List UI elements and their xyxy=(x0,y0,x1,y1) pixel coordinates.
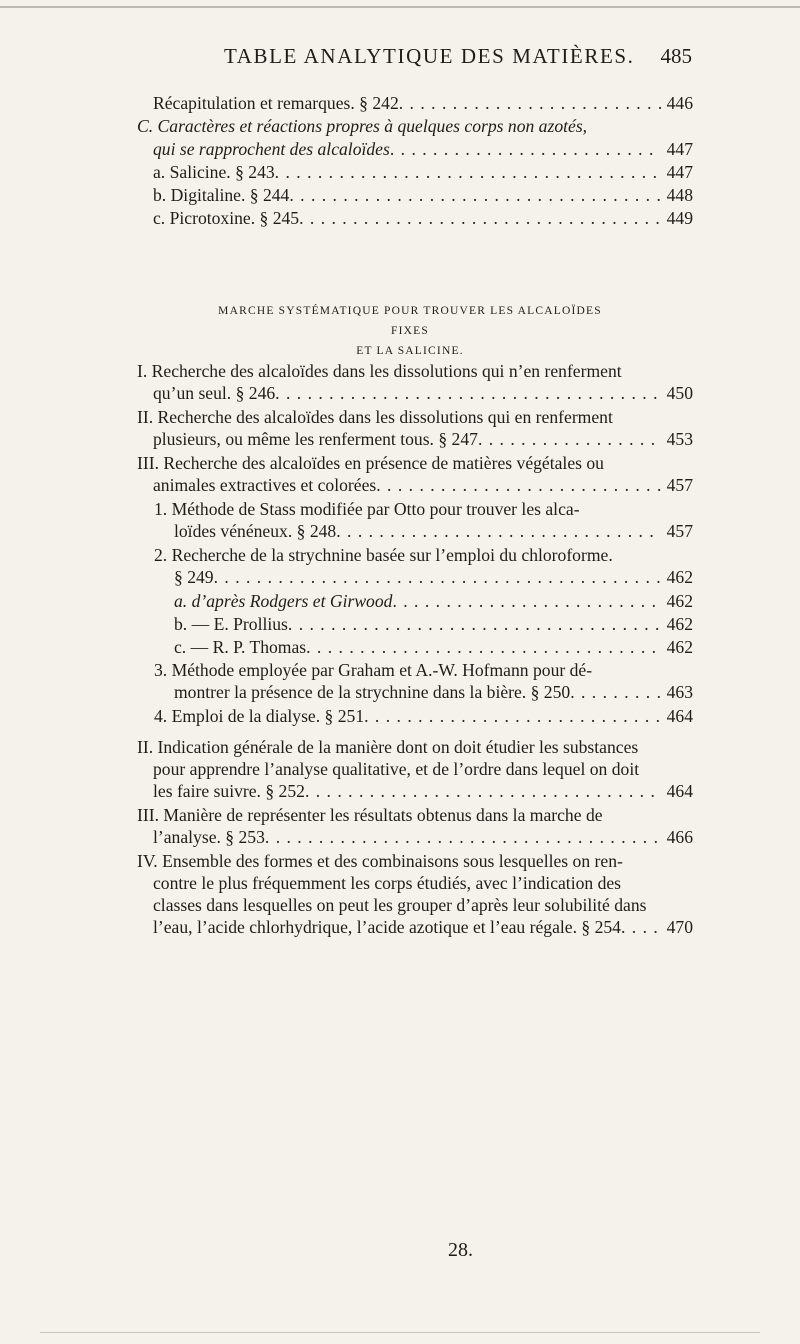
entry-page: 447 xyxy=(666,139,693,159)
entry-page: 449 xyxy=(666,208,693,228)
entry-page: 448 xyxy=(666,185,693,205)
toc-entry xyxy=(154,705,693,727)
section-heading-line: MARCHE SYSTÉMATIQUE POUR TROUVER LES ALCALOÏDES FIXES xyxy=(218,305,602,337)
entry-text: 3. Méthode employée par Graham et A.-W. Hofmann pour dé- xyxy=(154,660,593,680)
entry-text: a. d’après Rodgers et Girwood xyxy=(174,591,393,611)
header-page-number: 485 xyxy=(660,44,692,68)
toc-entry xyxy=(174,636,693,658)
toc-entry xyxy=(137,452,693,496)
section-heading-line: ET LA SALICINE. xyxy=(356,345,464,357)
toc-entry xyxy=(137,850,693,938)
entry-text: a. Salicine. § 243 xyxy=(153,162,275,182)
entry-text: Récapitulation et remarques. § 242 xyxy=(153,93,399,113)
entry-text: c. Picrotoxine. § 245 xyxy=(153,208,300,228)
entry-text: pour apprendre l’analyse qualitative, et de l’ordre dans lequel on doit xyxy=(153,759,640,779)
entry-page: 462 xyxy=(666,637,693,657)
toc-entry xyxy=(153,92,693,114)
entry-text: II. Recherche des alcaloïdes dans les dissolutions qui en renferment xyxy=(137,407,613,427)
toc-entry xyxy=(174,590,693,612)
entry-page: 450 xyxy=(666,383,693,403)
toc-entry xyxy=(153,207,693,229)
entry-text: III. Manière de représenter les résultats obtenus dans la marche de xyxy=(137,805,603,825)
entry-text: l’analyse. § 253 xyxy=(153,827,265,847)
toc-entry xyxy=(154,544,693,588)
entry-page: 466 xyxy=(666,827,693,847)
bottom-edge-rule xyxy=(40,1332,760,1333)
entry-page: 462 xyxy=(666,591,693,611)
entry-page: 446 xyxy=(666,93,693,113)
entry-text: l’eau, l’acide chlorhydrique, l’acide azotique et l’eau régale. § 254 xyxy=(153,917,621,937)
toc-entry xyxy=(137,406,693,450)
toc-entry xyxy=(153,161,693,183)
running-header xyxy=(120,44,692,74)
entry-page: 462 xyxy=(666,567,693,587)
entry-text: classes dans lesquelles on peut les grouper d’après leur solubilité dans xyxy=(153,895,647,915)
entry-page: 453 xyxy=(666,429,693,449)
entry-text: animales extractives et colorées xyxy=(153,475,377,495)
entry-page: 457 xyxy=(666,475,693,495)
toc-entry xyxy=(137,115,693,137)
entry-text: I. Recherche des alcaloïdes dans les dissolutions qui n’en renferment xyxy=(137,361,622,381)
toc-entry xyxy=(154,659,693,703)
entry-page: 464 xyxy=(666,781,693,801)
entry-text: plusieurs, ou même les renferment tous. § 247 xyxy=(153,429,478,449)
entry-text: b. — E. Prollius xyxy=(174,614,288,634)
entry-text: les faire suivre. § 252 xyxy=(153,781,305,801)
entry-text: qui se rapprochent des alcaloïdes xyxy=(153,139,390,159)
toc-entry xyxy=(174,613,693,635)
entry-text: loïdes vénéneux. § 248 xyxy=(174,521,337,541)
toc-entry xyxy=(137,804,693,848)
entry-page: 470 xyxy=(666,917,693,937)
entry-page: 462 xyxy=(666,614,693,634)
entry-text: III. Recherche des alcaloïdes en présence de matières végétales ou xyxy=(137,453,604,473)
entry-text: 1. Méthode de Stass modifiée par Otto pour trouver les alca- xyxy=(154,499,580,519)
toc-entry xyxy=(154,498,693,542)
top-edge-rule xyxy=(0,6,800,8)
entry-text: 2. Recherche de la strychnine basée sur l’emploi du chloroforme. xyxy=(154,545,613,565)
entry-text: II. Indication générale de la manière dont on doit étudier les substances xyxy=(137,737,639,757)
entry-text: contre le plus fréquemment les corps étudiés, avec l’indication des xyxy=(153,873,622,893)
entry-text: § 249 xyxy=(174,567,214,587)
toc-entry xyxy=(153,184,693,206)
signature-mark: 28. xyxy=(448,1239,473,1261)
toc-entry-continuation xyxy=(153,138,693,160)
entry-page: 463 xyxy=(666,682,693,702)
entry-text: C. Caractères et réactions propres à quelques corps non azotés, xyxy=(137,116,588,136)
header-title: TABLE ANALYTIQUE DES MATIÈRES. xyxy=(224,44,635,68)
entry-text: IV. Ensemble des formes et des combinaisons sous lesquelles on ren- xyxy=(137,851,623,871)
entry-page: 447 xyxy=(666,162,693,182)
toc-entry xyxy=(137,736,693,802)
entry-text: 4. Emploi de la dialyse. § 251 xyxy=(154,706,365,726)
toc-entry xyxy=(137,360,693,404)
entry-text: c. — R. P. Thomas xyxy=(174,637,307,657)
entry-text: b. Digitaline. § 244 xyxy=(153,185,290,205)
entry-text: montrer la présence de la strychnine dans la bière. § 250 xyxy=(174,682,571,702)
entry-page: 457 xyxy=(666,521,693,541)
entry-text: qu’un seul. § 246 xyxy=(153,383,276,403)
entry-page: 464 xyxy=(666,706,693,726)
section-heading xyxy=(200,301,620,361)
